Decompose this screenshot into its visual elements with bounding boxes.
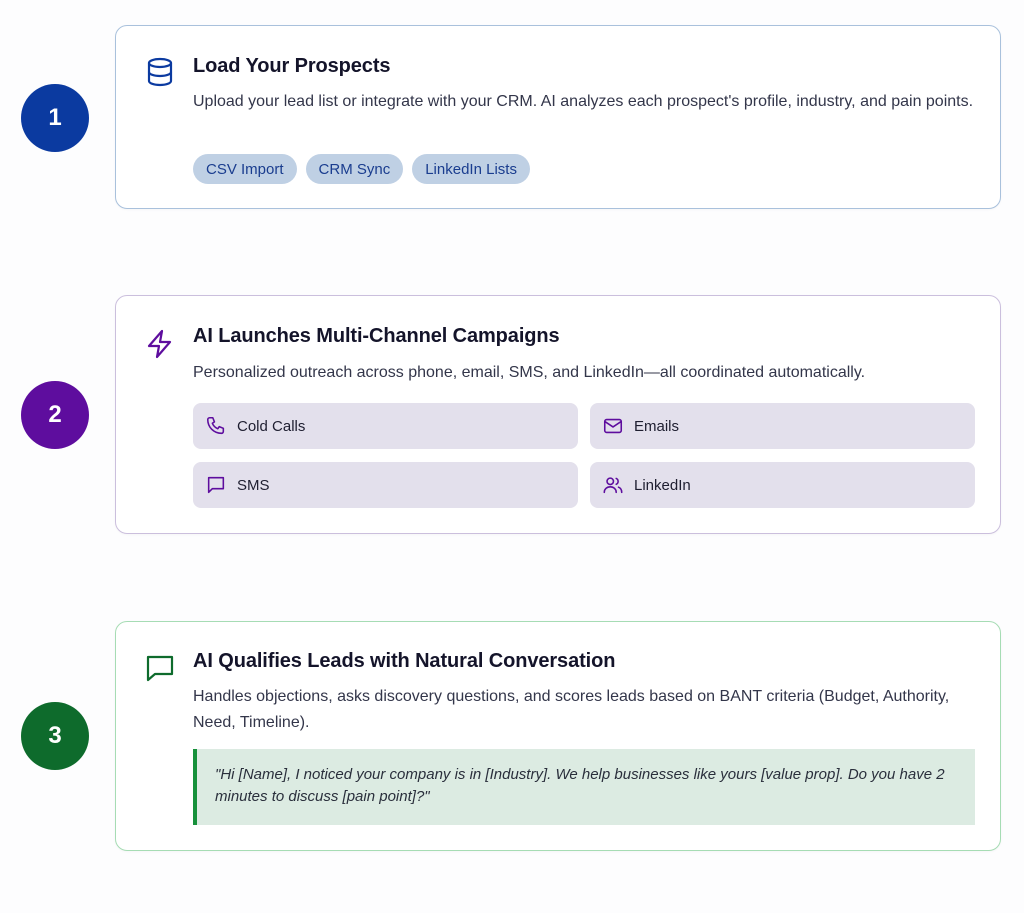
step-card-load-prospects (115, 25, 1001, 209)
channel-linkedin (590, 462, 975, 508)
phone-icon (205, 415, 227, 437)
step-card-multichannel-campaigns (115, 295, 1001, 534)
chat-icon (144, 652, 176, 684)
example-script-quote: "Hi [Name], I noticed your company is in [Industry]. We help businesses like yours [value prop]. Do you have 2 minutes to discuss [pain point]?" (193, 749, 975, 825)
tag-crm-sync: CRM Sync (306, 154, 404, 184)
step-title: AI Qualifies Leads with Natural Conversation (193, 650, 616, 672)
step-card-qualify-leads (115, 621, 1001, 851)
step-description: Handles objections, asks discovery questions, and scores leads based on BANT criteria (Budget, Authority, Need, Timeline). (193, 688, 950, 731)
channel-label: LinkedIn (634, 476, 691, 494)
step-description: Upload your lead list or integrate with your CRM. AI analyzes each prospect's profile, industry, and pain points. (193, 93, 974, 110)
users-icon (602, 474, 624, 496)
step-number-3: 3 (21, 702, 89, 770)
lightning-icon (144, 328, 176, 360)
tag-list (193, 154, 530, 184)
channel-sms (193, 462, 578, 508)
mail-icon (602, 415, 624, 437)
channel-label: Emails (634, 417, 680, 435)
step-title: Load Your Prospects (193, 55, 391, 77)
channel-cold-calls (193, 403, 578, 449)
message-icon (205, 474, 227, 496)
step-description: Personalized outreach across phone, email, SMS, and LinkedIn—all coordinated automatically. (193, 364, 866, 381)
channel-emails (590, 403, 975, 449)
channel-label: Cold Calls (237, 417, 306, 435)
channel-label: SMS (237, 476, 270, 494)
database-icon (144, 56, 176, 88)
step-number-2: 2 (21, 381, 89, 449)
step-title: AI Launches Multi-Channel Campaigns (193, 325, 560, 347)
step-number-1: 1 (21, 84, 89, 152)
tag-linkedin-lists: LinkedIn Lists (412, 154, 530, 184)
tag-csv-import: CSV Import (193, 154, 297, 184)
